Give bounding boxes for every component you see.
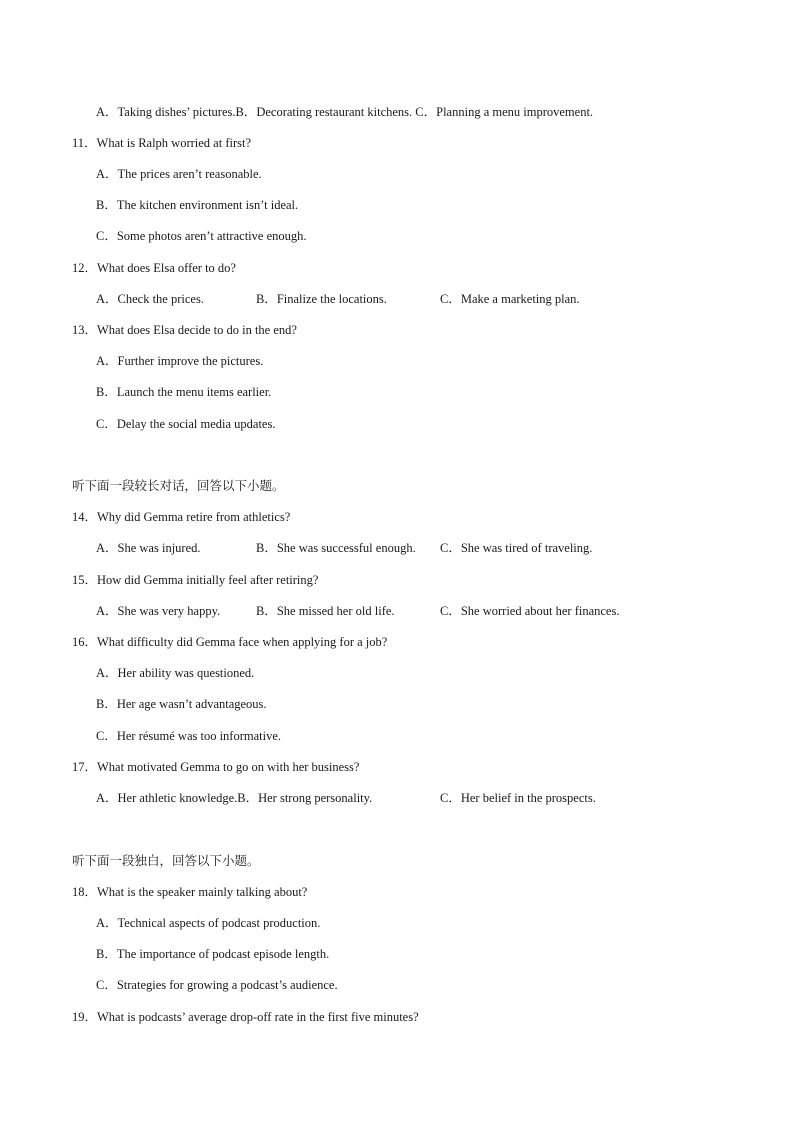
question-13: 13．What does Elsa decide to do in the end?	[72, 323, 297, 337]
q14-option-a: A．She was injured.	[96, 541, 201, 555]
q11-option-c: C．Some photos aren’t attractive enough.	[96, 229, 307, 243]
q13-option-c: C．Delay the social media updates.	[96, 417, 276, 431]
question-12: 12．What does Elsa offer to do?	[72, 261, 236, 275]
q16-option-c: C．Her résumé was too informative.	[96, 729, 282, 743]
q12-option-c: C．Make a marketing plan.	[440, 292, 580, 306]
q17-options-ab: A．Her athletic knowledge.B．Her strong personality.	[96, 791, 373, 805]
section-heading-dialogue: 听下面一段较长对话，回答以下小题。	[72, 478, 285, 493]
q18-option-b: B．The importance of podcast episode length.	[96, 947, 330, 961]
q11-option-b: B．The kitchen environment isn’t ideal.	[96, 198, 299, 212]
q18-option-c: C．Strategies for growing a podcast’s audience.	[96, 978, 338, 992]
q12-option-b: B．Finalize the locations.	[256, 292, 387, 306]
q16-option-a: A．Her ability was questioned.	[96, 666, 255, 680]
question-14: 14．Why did Gemma retire from athletics?	[72, 510, 291, 524]
q10-options: A．Taking dishes’ pictures.B．Decorating restaurant kitchens. C．Planning a menu improvement.	[96, 105, 594, 119]
q13-option-a: A．Further improve the pictures.	[96, 354, 264, 368]
q11-option-a: A．The prices aren’t reasonable.	[96, 167, 262, 181]
question-16: 16．What difficulty did Gemma face when applying for a job?	[72, 635, 388, 649]
question-17: 17．What motivated Gemma to go on with her business?	[72, 760, 360, 774]
section-heading-monologue: 听下面一段独白，回答以下小题。	[72, 853, 260, 868]
q12-option-a: A．Check the prices.	[96, 292, 204, 306]
question-19: 19．What is podcasts’ average drop-off rate in the first five minutes?	[72, 1010, 419, 1024]
question-15: 15．How did Gemma initially feel after retiring?	[72, 573, 319, 587]
q13-option-b: B．Launch the menu items earlier.	[96, 385, 272, 399]
q14-option-b: B．She was successful enough.	[256, 541, 416, 555]
q17-option-c: C．Her belief in the prospects.	[440, 791, 596, 805]
question-11: 11．What is Ralph worried at first?	[72, 136, 252, 150]
q15-option-c: C．She worried about her finances.	[440, 604, 620, 618]
q15-option-a: A．She was very happy.	[96, 604, 221, 618]
q15-option-b: B．She missed her old life.	[256, 604, 395, 618]
q18-option-a: A．Technical aspects of podcast production.	[96, 916, 321, 930]
q14-option-c: C．She was tired of traveling.	[440, 541, 593, 555]
question-18: 18．What is the speaker mainly talking about?	[72, 885, 308, 899]
q16-option-b: B．Her age wasn’t advantageous.	[96, 697, 267, 711]
